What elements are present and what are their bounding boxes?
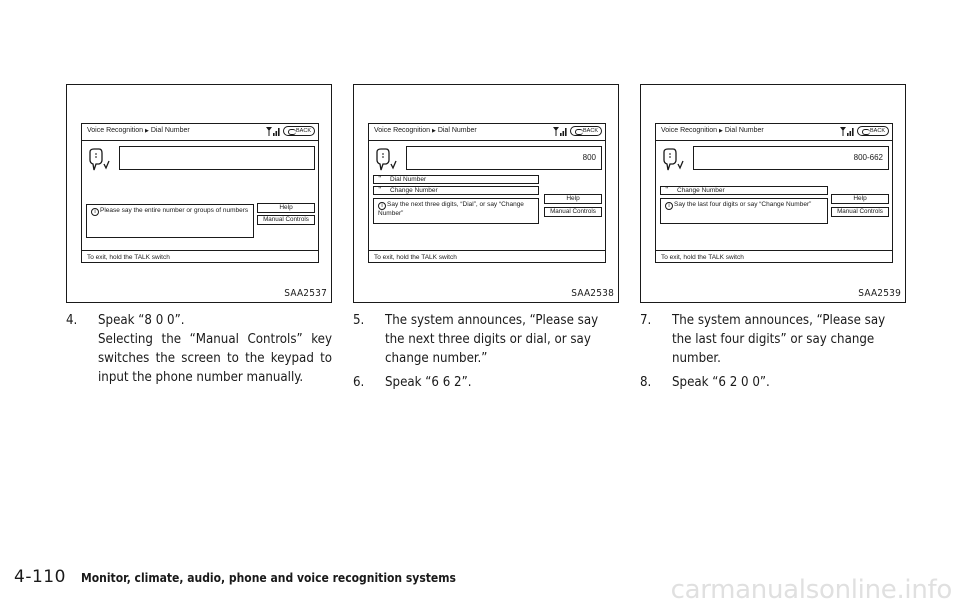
back-button[interactable]: BACK xyxy=(570,126,602,136)
right-arrow-icon: ▶ xyxy=(719,128,723,134)
menu-item-change-number[interactable]: ‟ Change Number xyxy=(373,186,539,195)
section-title: Monitor, climate, audio, phone and voice recognition systems xyxy=(81,571,456,585)
column-3 xyxy=(640,311,908,392)
voice-prompt: i Say the next three digits, “Dial”, or say “Change Number” xyxy=(373,198,539,224)
microphone-icon xyxy=(660,148,686,172)
divider xyxy=(82,250,318,251)
screen-title: Voice Recognition ▶ Dial Number xyxy=(87,127,190,134)
watermark: carmanualsonline.info xyxy=(670,575,952,605)
manual-controls-button[interactable]: Manual Controls xyxy=(831,207,889,217)
divider xyxy=(369,250,605,251)
voice-dial-screen xyxy=(368,123,606,263)
exit-hint: To exit, hold the TALK switch xyxy=(661,254,744,261)
voice-prompt: i Say the last four digits or say “Change Number” xyxy=(660,198,828,224)
right-arrow-icon: ▶ xyxy=(432,128,436,134)
figure-code: SAA2539 xyxy=(858,288,901,299)
signal-icon xyxy=(265,126,281,136)
voice-icon: ‟ xyxy=(378,176,381,182)
number-display: 800 xyxy=(406,146,602,170)
voice-icon: ‟ xyxy=(665,187,668,193)
step-6: 6. Speak “6 6 2”. xyxy=(353,375,472,390)
figure-code: SAA2538 xyxy=(571,288,614,299)
voice-dial-screen xyxy=(655,123,893,263)
divider xyxy=(82,140,318,141)
microphone-icon xyxy=(86,148,112,172)
step-4-note: Selecting the “Manual Controls” key switches the screen to the keypad to input the phone number manually. xyxy=(98,332,332,385)
back-button[interactable]: BACK xyxy=(283,126,315,136)
help-button[interactable]: Help xyxy=(544,194,602,204)
step-4: 4. Speak “8 0 0”. xyxy=(66,313,185,328)
help-button[interactable]: Help xyxy=(257,203,315,213)
exit-hint: To exit, hold the TALK switch xyxy=(87,254,170,261)
screen-title: Voice Recognition ▶ Dial Number xyxy=(661,127,764,134)
step-5: 5. The system announces, “Please say the next three digits or dial, or say change number.” xyxy=(353,313,599,366)
divider xyxy=(369,140,605,141)
screen-title: Voice Recognition ▶ Dial Number xyxy=(374,127,477,134)
column-2 xyxy=(353,311,619,392)
figure-saa2539 xyxy=(640,84,906,303)
right-arrow-icon: ▶ xyxy=(145,128,149,134)
page-footer xyxy=(14,567,456,587)
figure-code: SAA2537 xyxy=(284,288,327,299)
step-8: 8. Speak “6 2 0 0”. xyxy=(640,375,770,390)
signal-icon xyxy=(552,126,568,136)
menu-item-change-number[interactable]: ‟ Change Number xyxy=(660,186,828,195)
exit-hint: To exit, hold the TALK switch xyxy=(374,254,457,261)
menu-item-dial-number[interactable]: ‟ Dial Number xyxy=(373,175,539,184)
figure-saa2538 xyxy=(353,84,619,303)
voice-prompt: i Please say the entire number or groups of numbers xyxy=(86,204,254,238)
number-display xyxy=(119,146,315,170)
voice-dial-screen xyxy=(81,123,319,263)
divider xyxy=(656,140,892,141)
manual-controls-button[interactable]: Manual Controls xyxy=(257,215,315,225)
voice-icon: ‟ xyxy=(378,187,381,193)
step-7: 7. The system announces, “Please say the last four digits” or say change number. xyxy=(640,313,886,366)
microphone-icon xyxy=(373,148,399,172)
info-icon: i xyxy=(378,202,386,210)
page-number: 4-110 xyxy=(14,567,66,587)
signal-icon xyxy=(839,126,855,136)
manual-controls-button[interactable]: Manual Controls xyxy=(544,207,602,217)
info-icon: i xyxy=(91,208,99,216)
info-icon: i xyxy=(665,202,673,210)
column-1 xyxy=(66,311,332,387)
divider xyxy=(656,250,892,251)
help-button[interactable]: Help xyxy=(831,194,889,204)
back-button[interactable]: BACK xyxy=(857,126,889,136)
figure-saa2537 xyxy=(66,84,332,303)
number-display: 800-662 xyxy=(693,146,889,170)
